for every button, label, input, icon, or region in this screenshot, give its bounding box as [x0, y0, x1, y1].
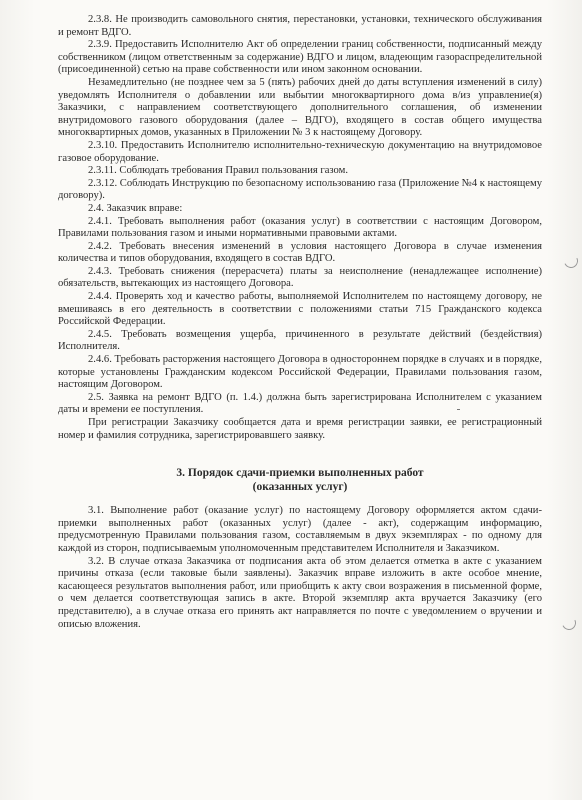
clause-2-3-9: 2.3.9. Предоставить Исполнителю Акт об определении границ собственности, подписанный между собственником (лицом ответственным за содержание) ВДГО и лицом, владеющим газораспределительной (присоединенной) сетью на праве собственности или ином законном основании.	[58, 39, 542, 76]
section3-heading-line1: 3. Порядок сдачи-приемки выполненных работ	[176, 467, 424, 480]
clause-2-5-registration: При регистрации Заказчику сообщается дата и время регистрации заявки, ее регистрационный номер и фамилия сотрудника, зарегистрировавшего заявку.	[58, 417, 542, 441]
clause-2-3-9-notice: Незамедлительно (не позднее чем за 5 (пять) рабочих дней до даты вступления изменений в силу) уведомлять Исполнителя о добавлении или выбытии многоквартирного дома в/из управление(я) Заказчики, с направлением соответствующего дополнительного соглашения, об изменении внутридомового газового оборудования (далее – ВДГО), входящего в состав общего имущества многоквартирных домов, указанных в Приложении № 3 к настоящему Договору.	[58, 76, 542, 139]
clause-2-4: 2.4. Заказчик вправе:	[88, 202, 183, 214]
clause-3-2: 3.2. В случае отказа Заказчика от подписания акта об этом делается отметка в акте с указанием причины отказа (если таковые были заявлены). Заказчик вправе изложить в акте особое мнение, касающееся результатов выполнения работ, или приобщить к акту свои возражения в письменной форме, о чем делается соответствующая запись в акте. Второй экземпляр акта вручается Заказчику (его представителю), а в случае отказа его принять акт направляется по почте с уведомлением о вручении и описью вложения.	[58, 555, 542, 630]
clause-2-4-2: 2.4.2. Требовать внесения изменений в условия настоящего Договора в случае изменения количества и типов оборудования, входящего в состав ВДГО.	[58, 240, 542, 265]
scan-speck	[457, 409, 460, 410]
punch-hole-mark-bottom	[560, 614, 578, 632]
clause-2-5: 2.5. Заявка на ремонт ВДГО (п. 1.4.) должна быть зарегистрирована Исполнителем с указанием даты и времени ее поступления.	[58, 391, 542, 416]
clause-2-4-4: 2.4.4. Проверять ход и качество работы, выполняемой Исполнителем по настоящему договору, не вмешиваясь в его деятельность в соответствии с положениями статьи 715 Гражданского кодекса Российской Федерации.	[58, 291, 542, 328]
heading-gap	[58, 494, 542, 505]
punch-hole-mark-top	[562, 252, 580, 270]
clause-2-3-11: 2.3.11. Соблюдать требования Правил пользования газом.	[88, 165, 348, 177]
clause-2-4-6: 2.4.6. Требовать расторжения настоящего Договора в одностороннем порядке в случаях и в порядке, которые установлены Гражданским кодексом Российской Федерации, Правилами пользования газом, настоящим Договором.	[58, 354, 542, 391]
clause-2-3-10: 2.3.10. Предоставить Исполнителю исполнительно-техническую документацию на внутридомовое газовое оборудование.	[58, 139, 542, 164]
document-body	[58, 14, 542, 631]
clause-2-4-3: 2.4.3. Требовать снижения (перерасчета) платы за неисполнение (ненадлежащее исполнение) обязательств, вытекающих из настоящего Договора.	[58, 265, 542, 290]
section3-heading-line2: (оказанных услуг)	[252, 481, 348, 494]
clause-3-1: 3.1. Выполнение работ (оказание услуг) по настоящему Договору оформляется актом сдачи-приемки выполненных работ (оказанных услуг) (далее - акт), содержащим информацию, предусмотренную Правилами пользования газом, составляемым в двух экземплярах - по одному для каждой из сторон, подписываемым уполномоченным представителем Исполнителя и Заказчиком.	[58, 505, 542, 554]
section2-text	[58, 14, 542, 442]
clause-2-4-5: 2.4.5. Требовать возмещения ущерба, причиненного в результате действий (бездействия) Исполнителя.	[58, 328, 542, 353]
section3-text	[58, 505, 542, 631]
clause-2-3-12: 2.3.12. Соблюдать Инструкцию по безопасному использованию газа (Приложение №4 к настоящему договору).	[58, 177, 542, 202]
clause-2-4-1: 2.4.1. Требовать выполнения работ (оказания услуг) в соответствии с настоящим Договором, Правилами пользования газом и иными нормативными правовыми актами.	[58, 215, 542, 240]
clause-2-3-8: 2.3.8. Не производить самовольного снятия, перестановки, установки, технического обслуживания и ремонт ВДГО.	[58, 14, 542, 38]
section-gap	[58, 442, 542, 466]
